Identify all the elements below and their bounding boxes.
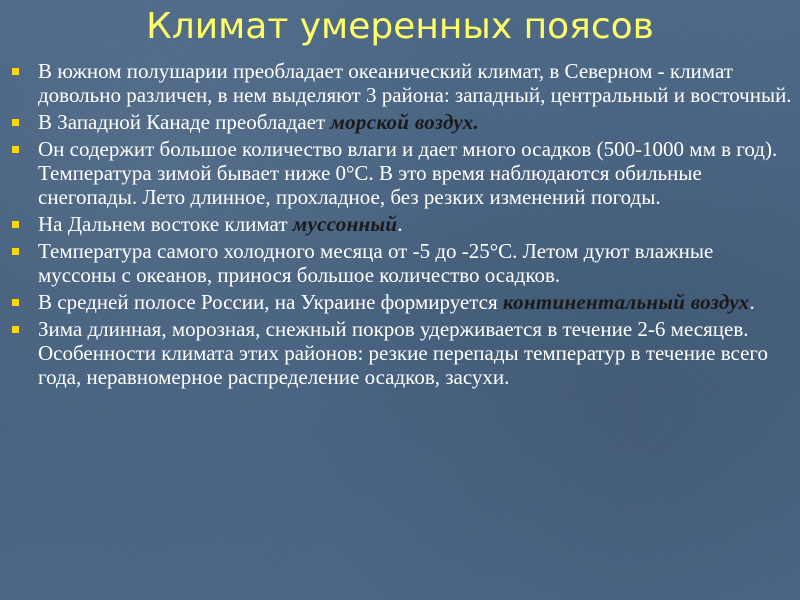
bullet-term: морской воздух. [330,110,480,134]
bullet-term: муссонный [292,212,398,236]
bullet-item [12,290,792,314]
bullet-item [12,137,792,209]
square-bullet-icon [12,146,19,153]
bullet-item [12,239,792,287]
square-bullet-icon [12,68,19,75]
square-bullet-icon [12,326,19,333]
bullet-text: В южном полушарии преобладает океанический климат, в Северном - климат довольно различен, в нем выделяют 3 района: западный, центральный и восточный. [38,59,792,107]
bullet-text: В Западной Канаде преобладает [38,110,331,134]
square-bullet-icon [12,299,19,306]
bullet-text: В средней полосе России, на Украине формируется [38,290,503,314]
bullet-term: континентальный воздух [502,290,750,314]
bullet-text: Температура самого холодного месяца от -5 до -25°С. Летом дуют влажные муссоны с океанов, принося большое количество осадков. [38,239,714,287]
bullet-after: . [397,212,403,236]
square-bullet-icon [12,119,19,126]
square-bullet-icon [12,248,19,255]
bullet-item [12,110,792,134]
bullet-text: Он содержит большое количество влаги и дает много осадков (500-1000 мм в год). Температура зимой бывает ниже 0°С. В это время наблюдаются обильные снегопады. Лето длинное, прохладное, без резких изменений погоды. [38,137,778,209]
bullet-text: Зима длинная, морозная, снежный покров удерживается в течение 2-6 месяцев. Особенности климата этих районов: резкие перепады температур в течение всего года, неравномерное распределение осадков, засухи. [38,317,769,389]
bullet-text: На Дальнем востоке климат [38,212,293,236]
bullet-after: . [749,290,755,314]
bullet-item [12,212,792,236]
bullet-list [12,59,792,392]
square-bullet-icon [12,221,19,228]
bullet-item [12,317,792,389]
slide-title: Климат умеренных поясов [146,6,654,47]
bullet-item [12,59,792,107]
